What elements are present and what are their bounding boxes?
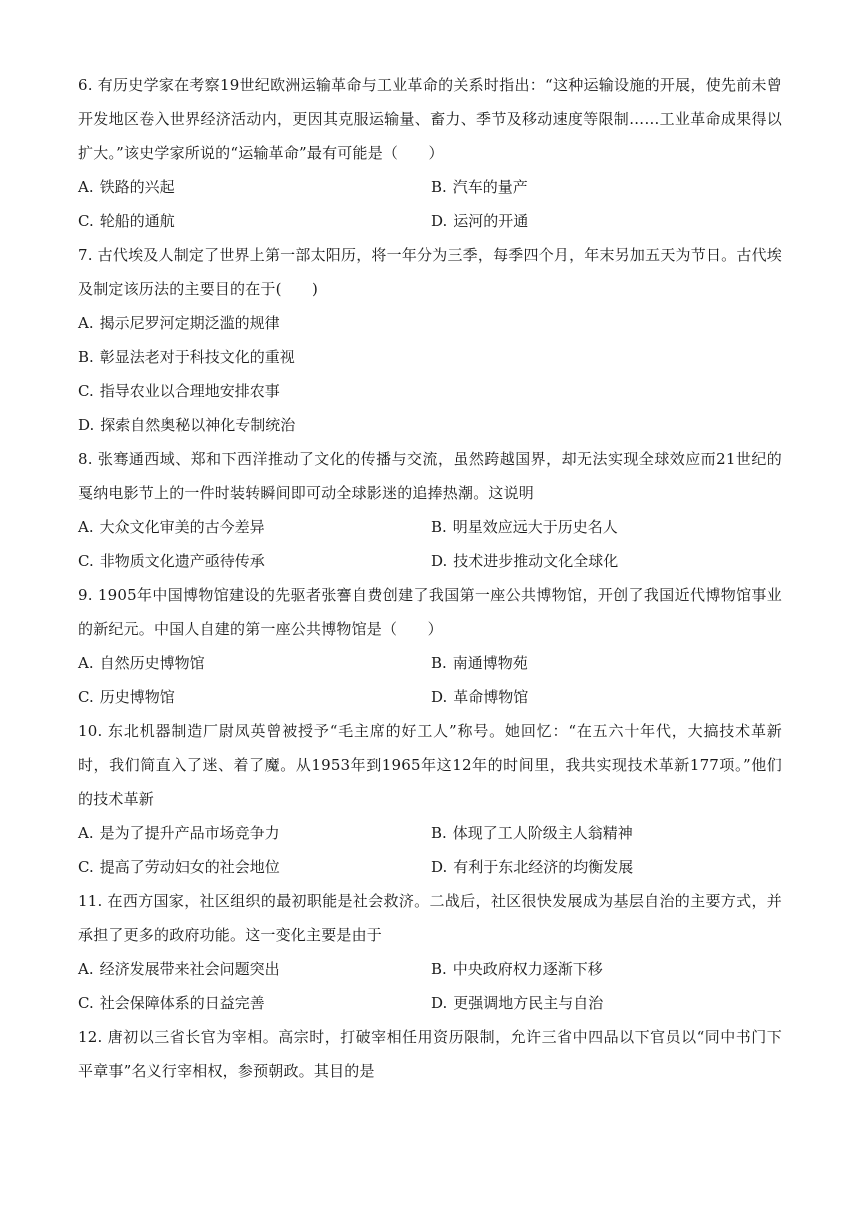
option-a: A. 是为了提升产品市场竞争力 (78, 824, 280, 842)
option-c: C. 轮船的通航 (78, 212, 175, 230)
question-stem: 7. 古代埃及人制定了世界上第一部太阳历，将一年分为三季，每季四个月，年末另加五天为节日。古代埃及制定该历法的主要目的在于( ) (78, 246, 782, 298)
question-8 (78, 442, 782, 578)
question-stem: 9. 1905年中国博物馆建设的先驱者张謇自费创建了我国第一座公共博物馆，开创了我国近代博物馆事业的新纪元。中国人自建的第一座公共博物馆是（ ） (78, 586, 782, 638)
option-c: C. 非物质文化遗产亟待传承 (78, 552, 265, 570)
option-b: B. 汽车的量产 (431, 178, 528, 196)
option-c: C. 社会保障体系的日益完善 (78, 994, 265, 1012)
option-b: B. 中央政府权力逐渐下移 (431, 960, 603, 978)
option-d: D. 运河的开通 (431, 212, 529, 230)
option-d: D. 探索自然奥秘以神化专制统治 (78, 416, 296, 434)
option-d: D. 更强调地方民主与自治 (431, 994, 604, 1012)
options (78, 510, 782, 578)
options (78, 816, 782, 884)
question-stem: 6. 有历史学家在考察19世纪欧洲运输革命与工业革命的关系时指出：“这种运输设施的开展，使先前未曾开发地区卷入世界经济活动内，更因其克服运输量、畜力、季节及移动速度等限制……工业革命成果得以扩大。”该史学家所说的“运输革命”最有可能是（ ） (78, 76, 782, 162)
option-b: B. 南通博物苑 (431, 654, 528, 672)
option-b: B. 彰显法老对于科技文化的重视 (78, 348, 295, 366)
option-a: A. 经济发展带来社会问题突出 (78, 960, 280, 978)
question-7 (78, 238, 782, 442)
options (78, 952, 782, 1020)
options (78, 646, 782, 714)
option-c: C. 历史博物馆 (78, 688, 175, 706)
question-stem: 10. 东北机器制造厂尉凤英曾被授予“毛主席的好工人”称号。她回忆：“在五六十年代，大搞技术革新时，我们简直入了迷、着了魔。从1953年到1965年这12年的时间里，我共实现技术革新177项。”他们的技术革新 (78, 722, 782, 808)
option-c: C. 指导农业以合理地安排农事 (78, 382, 280, 400)
options (78, 306, 782, 442)
option-d: D. 有利于东北经济的均衡发展 (431, 858, 634, 876)
option-c: C. 提高了劳动妇女的社会地位 (78, 858, 280, 876)
option-d: D. 革命博物馆 (431, 688, 529, 706)
question-stem: 8. 张骞通西域、郑和下西洋推动了文化的传播与交流，虽然跨越国界，却无法实现全球效应而21世纪的戛纳电影节上的一件时装转瞬间即可动全球影迷的追捧热潮。这说明 (78, 450, 782, 502)
option-a: A. 铁路的兴起 (78, 178, 175, 196)
question-12 (78, 1020, 782, 1088)
question-11 (78, 884, 782, 1020)
question-9 (78, 578, 782, 714)
option-b: B. 明星效应远大于历史名人 (431, 518, 618, 536)
option-a: A. 揭示尼罗河定期泛滥的规律 (78, 314, 280, 332)
question-stem: 11. 在西方国家，社区组织的最初职能是社会救济。二战后，社区很快发展成为基层自治的主要方式，并承担了更多的政府功能。这一变化主要是由于 (78, 892, 782, 944)
question-stem: 12. 唐初以三省长官为宰相。高宗时，打破宰相任用资历限制，允许三省中四品以下官员以“同中书门下平章事”名义行宰相权，参预朝政。其目的是 (78, 1028, 782, 1080)
option-a: A. 大众文化审美的古今差异 (78, 518, 265, 536)
question-10 (78, 714, 782, 884)
question-6 (78, 68, 782, 238)
option-a: A. 自然历史博物馆 (78, 654, 205, 672)
option-b: B. 体现了工人阶级主人翁精神 (431, 824, 633, 842)
options (78, 170, 782, 238)
option-d: D. 技术进步推动文化全球化 (431, 552, 619, 570)
